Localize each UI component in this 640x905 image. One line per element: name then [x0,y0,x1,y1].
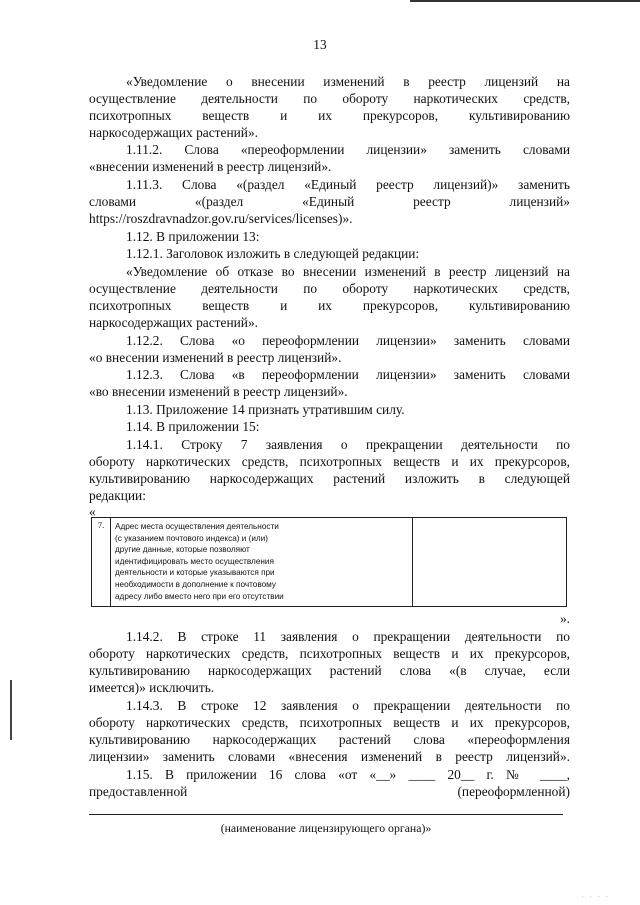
paragraph-line: культивированию наркосодержащих растений слова «переоформления [89,732,570,747]
paragraph-line: «о внесении изменений в реестр лицензий». [89,350,342,365]
form-row-table [91,517,567,607]
paragraph-line: 1.12.3. Слова «в переоформлении лицензии» заменить словами [126,367,570,382]
row-label-line: необходимости в дополнение к почтовому [115,579,276,589]
paragraph-line: словами «(раздел «Единый реестр лицензий» [89,194,570,209]
paragraph-line: 1.15. В приложении 16 слова «от «__» ____ 20__ г. № ____, [126,767,570,782]
scan-margin-mark [10,680,12,740]
paragraph-line: культивированию наркосодержащих растений изложить в следующей [89,471,570,486]
row-label-line: другие данные, которые позволяют [115,545,250,555]
paragraph-line: обороту наркотических средств, психотропных веществ и их прекурсоров, [89,715,570,730]
paragraph-line: «во внесении изменений в реестр лицензий». [89,384,348,399]
paragraph-line: обороту наркотических средств, психотропных веществ и их прекурсоров, [89,646,570,661]
page-number: 13 [313,37,327,52]
paragraph-line: культивированию наркосодержащих растений слова «(в случае, если [89,663,570,678]
row-label-line: адресу либо вместо него при его отсутствии [115,591,284,601]
signature-line [89,814,563,815]
paragraph-line: психотропных веществ и их прекурсоров, культивированию [89,108,570,123]
paragraph-line: имеется)» исключить. [89,680,215,695]
paragraph-line: https://roszdravnadzor.gov.ru/services/licenses)». [89,211,353,226]
paragraph-line: 1.12.1. Заголовок изложить в следующей редакции: [126,246,420,261]
line-caption: (наименование лицензирующего органа)» [220,821,432,835]
paragraph-line: 1.14.2. В строке 11 заявления о прекращении деятельности по [126,629,570,644]
paragraph-line: осуществление деятельности по обороту наркотических средств, [89,91,570,106]
row-value-cell [413,518,566,606]
paragraph-line: наркосодержащих растений». [89,315,258,330]
paragraph-line: 1.14. В приложении 15: [126,419,260,434]
row-label [111,518,413,606]
paragraph-line: 1.11.3. Слова «(раздел «Единый реестр лицензий)» заменить [126,177,570,192]
row-label-line: (с указанием почтового индекса) и (или) [115,533,268,543]
scan-edge-mark [410,0,640,2]
paragraph-line: «внесении изменений в реестр лицензий». [89,159,332,174]
paragraph-line: предоставленной (переоформленной) [89,784,570,799]
paragraph-line: редакции: [89,488,146,503]
scan-noise: · · · · [581,893,610,901]
paragraph-line: 1.12.2. Слова «о переоформлении лицензии» заменить словами [126,333,570,348]
paragraph-line: 1.14.1. Строку 7 заявления о прекращении деятельности по [126,437,570,452]
paragraph-line: осуществление деятельности по обороту наркотических средств, [89,281,570,296]
paragraph-line: 1.14.3. В строке 12 заявления о прекращении деятельности по [126,698,570,713]
row-label-line: деятельности и которые указываются при [115,568,275,578]
paragraph-line: 1.11.2. Слова «переоформлении лицензии» заменить словами [126,142,570,157]
paragraph-line: «Уведомление об отказе во внесении изменений в реестр лицензий на [126,264,570,279]
paragraph-line: «Уведомление о внесении изменений в реестр лицензий на [126,74,570,89]
open-quote: « [89,504,96,519]
paragraph-line: 1.13. Приложение 14 признать утратившим силу. [126,402,405,417]
row-number: 7. [92,518,111,606]
row-label-line: Адрес места осуществления деятельности [115,522,279,531]
paragraph-line: наркосодержащих растений». [89,125,258,140]
paragraph-line: психотропных веществ и их прекурсоров, культивированию [89,298,570,313]
paragraph-line: обороту наркотических средств, психотропных веществ и их прекурсоров, [89,454,570,469]
paragraph-line: лицензии» заменить словами «внесения изменений в реестр лицензий». [89,749,570,764]
row-label-line: идентифицировать место осуществления [115,556,274,566]
close-quote: ». [559,611,570,626]
paragraph-line: 1.12. В приложении 13: [126,229,260,244]
